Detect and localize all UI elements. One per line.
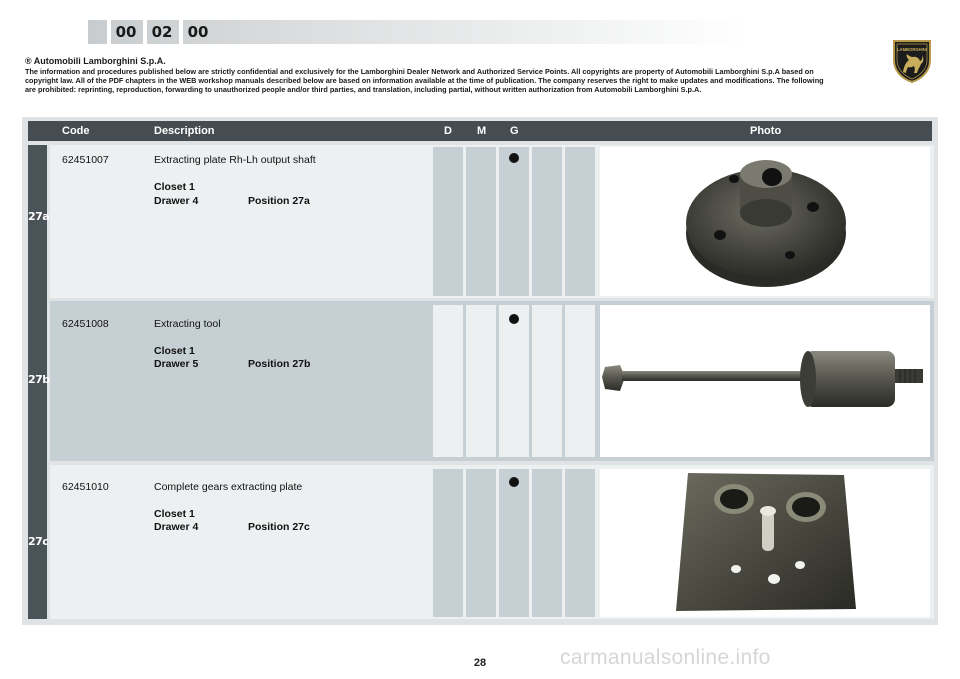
tool-drawer: Drawer 4	[154, 195, 199, 207]
header-description: Description	[154, 125, 215, 137]
tool-code: 62451010	[62, 481, 109, 493]
availability-dot	[509, 153, 519, 163]
tool-position: Position 27c	[248, 521, 310, 533]
tool-description: Complete gears extracting plate	[154, 481, 303, 493]
photo-extracting-tool	[600, 305, 930, 457]
tool-drawer: Drawer 4	[154, 521, 199, 533]
table-header	[28, 121, 932, 141]
page-number: 28	[473, 657, 487, 669]
tool-closet: Closet 1	[154, 345, 195, 357]
tool-closet: Closet 1	[154, 181, 195, 193]
section-code-1: 00	[115, 23, 137, 41]
side-label-27a: 27a	[28, 210, 50, 223]
column-empty-cell	[565, 305, 595, 457]
column-g-cell	[499, 305, 529, 457]
availability-dot	[509, 314, 519, 324]
side-label-27c: 27c	[28, 535, 49, 548]
copyright-notice	[25, 56, 835, 95]
column-d-cell	[433, 147, 463, 296]
photo-extracting-plate	[600, 147, 930, 296]
lamborghini-bull-shield-icon	[891, 38, 933, 84]
tool-position: Position 27a	[248, 195, 310, 207]
side-label-27b: 27b	[28, 373, 50, 386]
column-empty-cell	[532, 147, 562, 296]
column-empty-cell	[532, 469, 562, 617]
column-g-cell	[499, 147, 529, 296]
header-code: Code	[62, 125, 90, 137]
header-g: G	[510, 125, 519, 137]
tool-description: Extracting tool	[154, 318, 221, 330]
svg-text:LAMBORGHINI: LAMBORGHINI	[896, 47, 928, 52]
column-d-cell	[433, 469, 463, 617]
tool-code: 62451008	[62, 318, 109, 330]
header-d: D	[444, 125, 452, 137]
section-code-2: 02	[151, 23, 173, 41]
copyright-text: The information and procedures published below are strictly confidential and exclusively for the Lamborghini Dealer Network and Authorized Service Points. All copyrights are property of Automobili Lamborghini S.p.A based on copyright law. All of the PDF chapters in the WEB workshop manuals described below are based on information available at the time of publication. The company reserves the right to make updates and modifications. The following are prohibited: reprinting, reproduction, forwarding to unauthorized people and/or third parties, and translation, including partial, without written authorization from Automobili Lamborghini S.p.A.	[25, 67, 824, 95]
header-photo: Photo	[750, 125, 782, 137]
availability-dot	[509, 477, 519, 487]
header-m: M	[477, 125, 487, 137]
column-m-cell	[466, 147, 496, 296]
column-empty-cell	[532, 305, 562, 457]
column-empty-cell	[565, 469, 595, 617]
column-g-cell	[499, 469, 529, 617]
tool-description: Extracting plate Rh-Lh output shaft	[154, 154, 316, 166]
column-empty-cell	[565, 147, 595, 296]
column-m-cell	[466, 305, 496, 457]
column-d-cell	[433, 305, 463, 457]
tool-drawer: Drawer 5	[154, 358, 199, 370]
copyright-brand: ® Automobili Lamborghini S.p.A.	[25, 56, 166, 66]
tool-closet: Closet 1	[154, 508, 195, 520]
watermark: carmanualsonline.info	[560, 646, 771, 669]
section-code-3: 00	[187, 23, 209, 41]
photo-gears-extracting-plate	[600, 469, 930, 617]
tool-position: Position 27b	[248, 358, 311, 370]
tool-code: 62451007	[62, 154, 109, 166]
column-m-cell	[466, 469, 496, 617]
